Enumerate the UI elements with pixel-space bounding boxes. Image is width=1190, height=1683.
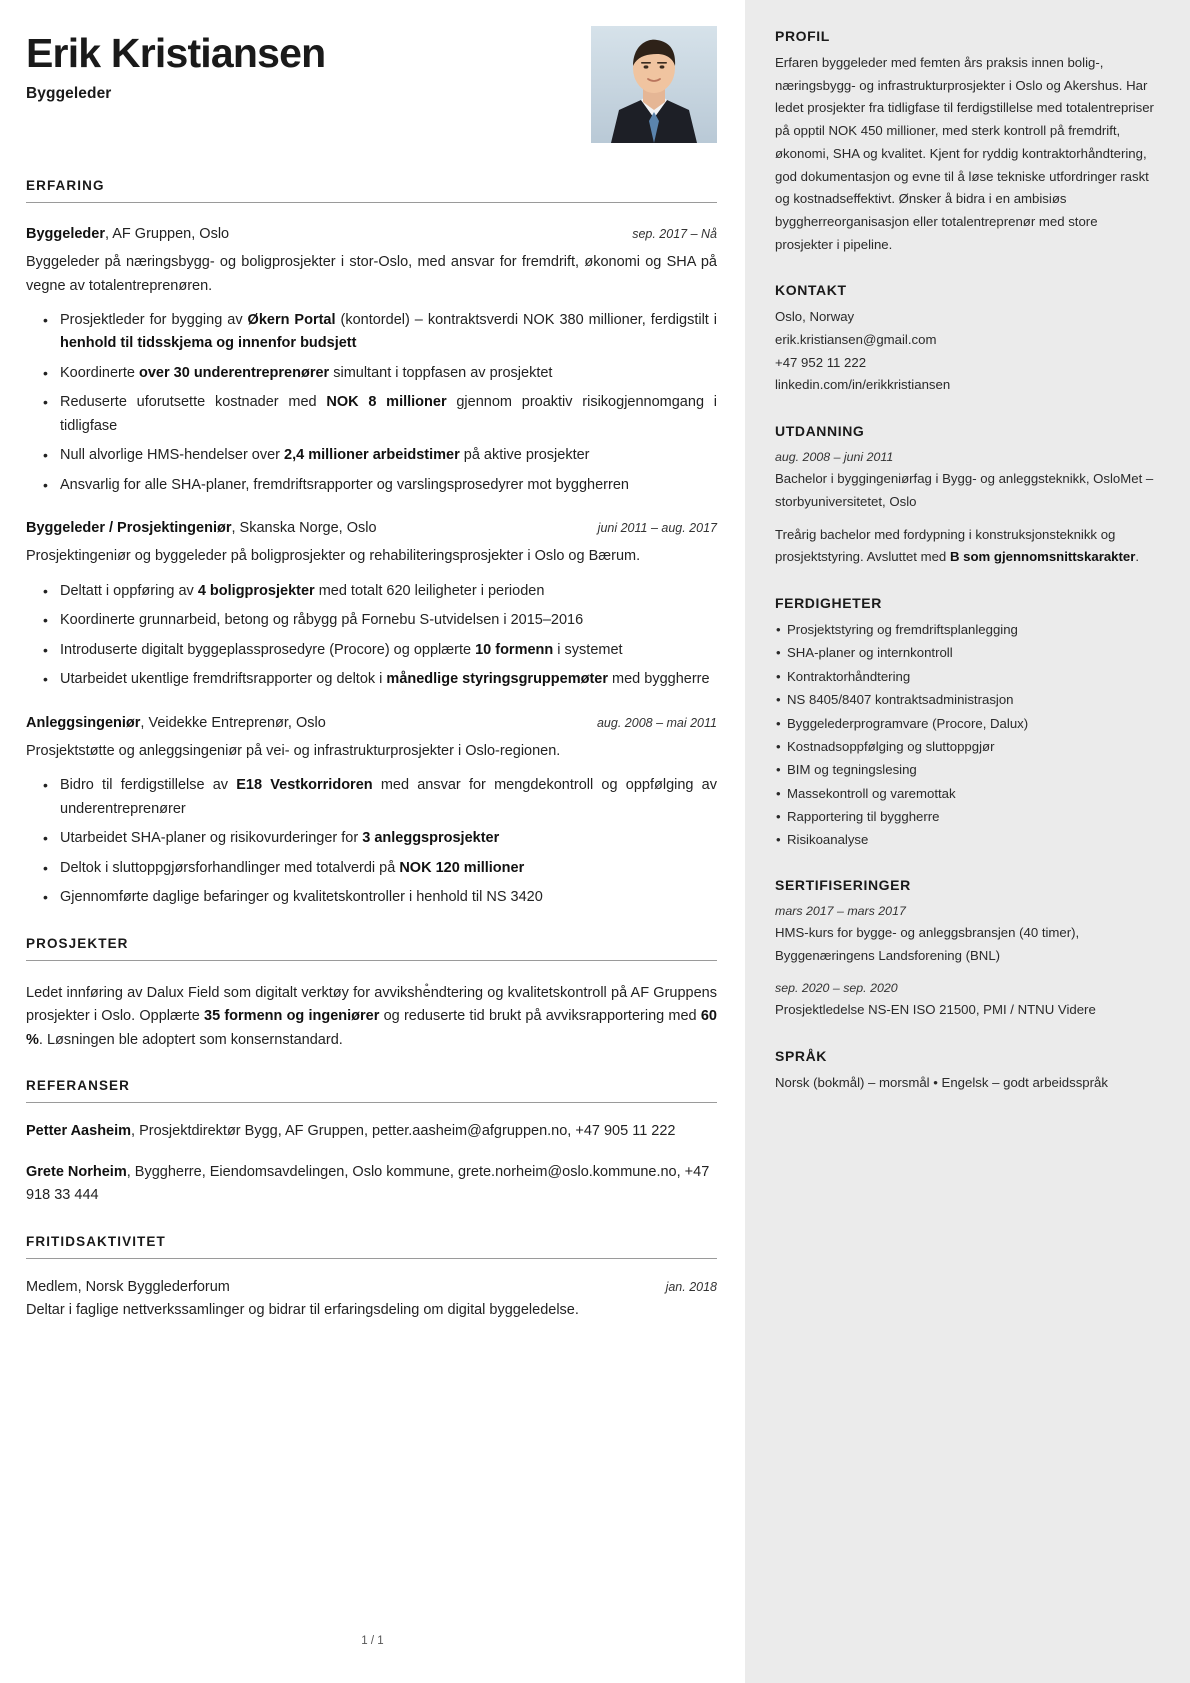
education-note xyxy=(775,524,1158,569)
skill-item: • BIM og tegningslesing xyxy=(787,759,1158,780)
skill-item: • Massekontroll og varemottak xyxy=(787,783,1158,804)
section-divider xyxy=(26,1258,717,1259)
skill-item: • Rapportering til byggherre xyxy=(787,806,1158,827)
sidebar-section-education xyxy=(775,423,1158,569)
bullet-text-mid: gjennom proaktiv risikogjennomgang i tidligfase xyxy=(60,394,717,434)
hobby-header xyxy=(26,1279,717,1295)
sidebar-section-contact xyxy=(775,282,1158,397)
reference-detail: , Byggherre, Eiendomsavdelingen, Oslo kommune, grete.norheim@oslo.kommune.no, +47 918 33 444 xyxy=(26,1163,710,1204)
bullet-text-pre: Deltok i sluttoppgjørsforhandlinger med totalverdi på xyxy=(60,859,400,876)
hobby-date: jan. 2018 xyxy=(665,1279,717,1294)
experience-description: Byggeleder på næringsbygg- og boligprosjekter i stor-Oslo, med ansvar for fremdrift, økonomi og SHA på vegne av totalentreprenøren. xyxy=(26,254,717,294)
sidebar-title-skills: FERDIGHETER xyxy=(775,595,882,612)
candidate-job-title: Byggeleder xyxy=(26,85,112,103)
bullet-text-pre: Ansvarlig for alle SHA-planer, fremdriftsrapporter og varslingsprosedyrer mot byggherren xyxy=(60,476,629,493)
experience-role: Byggeleder / Prosjektingeniør xyxy=(26,520,232,537)
project-text-post: . Løsningen ble adoptert som konsernstandard. xyxy=(38,1031,343,1048)
project-highlight-2: 60 % xyxy=(26,1008,717,1048)
reference-item xyxy=(26,1161,717,1208)
languages-text: Norsk (bokmål) – morsmål • Engelsk – godt arbeidsspråk xyxy=(775,1075,1108,1091)
experience-item xyxy=(26,713,717,910)
experience-item-header xyxy=(26,224,717,245)
experience-dates: sep. 2017 – Nå xyxy=(632,227,717,241)
section-divider xyxy=(26,1102,717,1103)
education-degree: Bachelor i byggingeniørfag i Bygg- og anleggsteknikk, OsloMet – storbyuniversitetet, Oslo xyxy=(775,471,1154,509)
sidebar-section-skills xyxy=(775,595,1158,851)
sidebar-title-education: UTDANNING xyxy=(775,423,865,440)
profile-text: Erfaren byggeleder med femten års praksis innen bolig-, næringsbygg- og infrastrukturprosjekter i Oslo og Akershus. Har ledet prosjekter fra tidligfase til ferdigstillelse med totalentrepriser på opptil NOK 450 millioner, med sterk kontroll på fremdrift, økonomi, SHA og kvalitet. Kjent for ryddig kontraktorhåndtering, god dokumentasjon og evne til å løse tekniske utfordringer raskt og kostnadseffektivt. Ønsker å bidra i en ambisiøs byggherreorganisasjon eller totalentreprenør med store prosjekter i pipeline. xyxy=(775,55,1154,252)
bullet-highlight-1: over 30 underentreprenører xyxy=(139,364,330,381)
certification-date: mars 2017 – mars 2017 xyxy=(775,903,906,918)
portrait-illustration xyxy=(591,26,717,143)
experience-bullet xyxy=(60,309,717,356)
bullet-text-pre: Gjennomførte daglige befaringer og kvalitetskontroller i henhold til NS 3420 xyxy=(60,889,543,906)
bullet-text-pre: Reduserte uforutsette kostnader med xyxy=(60,394,327,411)
hobby-description: Deltar i faglige nettverkssamlinger og bidrar til erfaringsdeling om digital byggeledelse. xyxy=(26,1301,579,1318)
bullet-highlight-1: 2,4 millioner arbeidstimer xyxy=(284,447,460,464)
bullet-highlight-2: henhold til tidsskjema og innenfor budsjett xyxy=(60,335,357,352)
experience-company: , Skanska Norge, Oslo xyxy=(231,520,377,537)
reference-detail: , Prosjektdirektør Bygg, AF Gruppen, petter.aasheim@afgruppen.no, +47 905 11 222 xyxy=(131,1123,676,1140)
experience-item xyxy=(26,518,717,691)
bullet-highlight-1: 10 formenn xyxy=(475,641,554,658)
skill-item: • Prosjektstyring og fremdriftsplanlegging xyxy=(787,619,1158,640)
section-title-projects: PROSJEKTER xyxy=(26,935,129,951)
portrait-photo xyxy=(591,26,717,143)
sidebar-section-certifications xyxy=(775,877,1158,1022)
resume-header xyxy=(26,26,717,152)
experience-dates: juni 2011 – aug. 2017 xyxy=(597,521,717,536)
section-title-references: REFERANSER xyxy=(26,1078,131,1094)
experience-bullet xyxy=(60,857,717,880)
bullet-text-pre: Null alvorlige HMS-hendelser over xyxy=(60,447,285,464)
certification-item xyxy=(775,901,1158,967)
skill-item: • Kostnadsoppfølging og sluttoppgjør xyxy=(787,736,1158,757)
education-date: aug. 2008 – juni 2011 xyxy=(775,450,894,465)
experience-role-company xyxy=(26,713,326,734)
contact-phone: +47 952 11 222 xyxy=(775,354,867,370)
bullet-text-mid: med ansvar for mengdekontroll og oppfølging av underentreprenører xyxy=(60,777,717,817)
education-note-post: . xyxy=(1135,549,1140,565)
experience-bullet xyxy=(60,827,717,850)
reference-name: Petter Aasheim xyxy=(26,1123,132,1140)
skill-item: • Kontraktorhåndtering xyxy=(787,666,1158,687)
sidebar-title-certifications: SERTIFISERINGER xyxy=(775,876,911,893)
section-title-experience: ERFARING xyxy=(26,178,105,193)
bullet-text-pre: Prosjektleder for bygging av xyxy=(60,311,248,328)
bullet-highlight-1: månedlige styringsgruppemøter xyxy=(386,671,608,688)
spacer xyxy=(775,514,1158,524)
sidebar-column xyxy=(745,0,1190,1683)
contact-linkedin[interactable]: linkedin.com/in/erikkristiansen xyxy=(775,377,951,393)
bullet-text-mid: på aktive prosjekter xyxy=(459,447,590,464)
skill-item: • SHA-planer og internkontroll xyxy=(787,642,1158,663)
bullet-highlight-1: NOK 120 millioner xyxy=(399,859,525,876)
certifications-list xyxy=(775,901,1158,1022)
experience-bullet xyxy=(60,668,717,691)
experience-list xyxy=(26,224,717,910)
experience-role: Anleggsingeniør xyxy=(26,714,141,731)
section-projects xyxy=(26,936,717,1052)
bullet-highlight-1: NOK 8 millioner xyxy=(326,394,447,411)
certification-text: HMS-kurs for bygge- og anleggsbransjen (40 timer), Byggenæringens Landsforening (BNL) xyxy=(775,924,1080,963)
experience-bullet xyxy=(60,580,717,603)
experience-description: Prosjektingeniør og byggeleder på boligprosjekter og rehabiliteringsprosjekter i Oslo og Bærum. xyxy=(26,548,641,565)
project-highlight-1: 35 formenn og ingeniører xyxy=(204,1008,380,1025)
bullet-text-mid: simultant i toppfasen av prosjektet xyxy=(329,364,553,381)
section-divider xyxy=(26,202,717,203)
page-number: 1 / 1 xyxy=(361,1635,384,1647)
bullet-text-pre: Deltatt i oppføring av xyxy=(60,582,198,599)
contact-email[interactable]: erik.kristiansen@gmail.com xyxy=(775,332,937,348)
section-divider xyxy=(26,960,717,961)
references-list xyxy=(26,1120,717,1207)
section-title-hobby: FRITIDSAKTIVITET xyxy=(26,1233,166,1249)
bullet-highlight-1: 4 boligprosjekter xyxy=(197,582,315,599)
experience-bullets xyxy=(26,309,717,497)
sidebar-title-languages: SPRÅK xyxy=(775,1048,828,1065)
name-block xyxy=(26,26,325,103)
experience-company: , Veidekke Entreprenør, Oslo xyxy=(140,714,326,731)
project-text-mid: og reduserte tid brukt på avviksrapportering med xyxy=(379,1008,701,1025)
bullet-text-mid: med byggherre xyxy=(608,671,710,688)
bullet-text-pre: Koordinerte grunnarbeid, betong og råbygg på Fornebu S-utvidelsen i 2015–2016 xyxy=(60,612,584,629)
experience-bullet xyxy=(60,444,717,467)
bullet-text-pre: Utarbeidet SHA-planer og risikovurderinger for xyxy=(60,830,363,847)
experience-description: Prosjektstøtte og anleggsingeniør på vei- og infrastrukturprosjekter i Oslo-regionen. xyxy=(26,742,561,759)
experience-bullet xyxy=(60,886,717,909)
section-references xyxy=(26,1078,717,1207)
candidate-name: Erik Kristiansen xyxy=(26,30,326,76)
experience-bullet xyxy=(60,774,717,821)
certification-item xyxy=(775,978,1158,1022)
experience-role-company xyxy=(26,224,229,245)
hobby-title: Medlem, Norsk Bygglederforum xyxy=(26,1278,230,1295)
sidebar-title-contact: KONTAKT xyxy=(775,282,847,299)
experience-bullets xyxy=(26,580,717,692)
project-description xyxy=(26,982,717,1052)
sidebar-title-profile: PROFIL xyxy=(775,28,830,44)
certification-text: Prosjektledelse NS-EN ISO 21500, PMI / NTNU Videre xyxy=(775,1002,1096,1018)
experience-bullets xyxy=(26,774,717,909)
bullet-text-pre: Koordinerte xyxy=(60,364,139,381)
reference-name: Grete Norheim xyxy=(26,1163,127,1180)
skills-list xyxy=(775,619,1158,851)
bullet-text-mid: i systemet xyxy=(553,641,623,658)
bullet-highlight-1: Økern Portal xyxy=(247,311,336,328)
skill-item: • Risikoanalyse xyxy=(787,829,1158,850)
experience-bullet xyxy=(60,391,717,438)
skill-item: • NS 8405/8407 kontraktsadministrasjon xyxy=(787,689,1158,710)
bullet-highlight-1: 3 anleggsprosjekter xyxy=(362,830,500,847)
experience-bullet xyxy=(60,474,717,497)
sidebar-section-profile xyxy=(775,28,1158,256)
certification-date: sep. 2020 – sep. 2020 xyxy=(775,981,898,996)
section-hobby xyxy=(26,1234,717,1322)
sidebar-section-languages xyxy=(775,1048,1158,1095)
bullet-highlight-1: E18 Vestkorridoren xyxy=(236,777,373,794)
section-experience xyxy=(26,178,717,910)
experience-role: Byggeleder xyxy=(26,226,105,242)
experience-company: , AF Gruppen, Oslo xyxy=(104,226,230,242)
education-note-pre: Treårig bachelor med fordypning i konstruksjonsteknikk og prosjektstyring. Avsluttet med xyxy=(775,526,1116,565)
experience-role-company xyxy=(26,518,377,539)
experience-bullet xyxy=(60,609,717,632)
experience-item xyxy=(26,224,717,497)
project-text-pre: Ledet innføring av Dalux Field som digitalt verktøy for avvikshe̊ndtering og kvalitetskontroll på AF Gruppens prosjekter i Oslo. Opplærte xyxy=(26,984,717,1025)
contact-location: Oslo, Norway xyxy=(775,309,855,325)
education-note-highlight: B som gjennomsnittskarakter xyxy=(949,549,1136,565)
bullet-text-pre: Introduserte digitalt byggeplassprosedyre (Procore) og opplærte xyxy=(60,641,476,658)
bullet-text-pre: Bidro til ferdigstillelse av xyxy=(60,777,237,794)
skill-item: • Byggelederprogramvare (Procore, Dalux) xyxy=(787,713,1158,734)
bullet-text-pre: Utarbeidet ukentlige fremdriftsrapporter og deltok i xyxy=(60,671,387,688)
experience-item-header xyxy=(26,518,717,539)
experience-bullet xyxy=(60,639,717,662)
experience-item-header xyxy=(26,713,717,734)
reference-item xyxy=(26,1120,717,1143)
bullet-text-mid: med totalt 620 leiligheter i perioden xyxy=(314,582,545,599)
experience-bullet xyxy=(60,362,717,385)
bullet-text-mid: (kontordel) – kontraktsverdi NOK 380 millioner, ferdigstilt i xyxy=(335,311,718,328)
experience-dates: aug. 2008 – mai 2011 xyxy=(596,715,717,730)
